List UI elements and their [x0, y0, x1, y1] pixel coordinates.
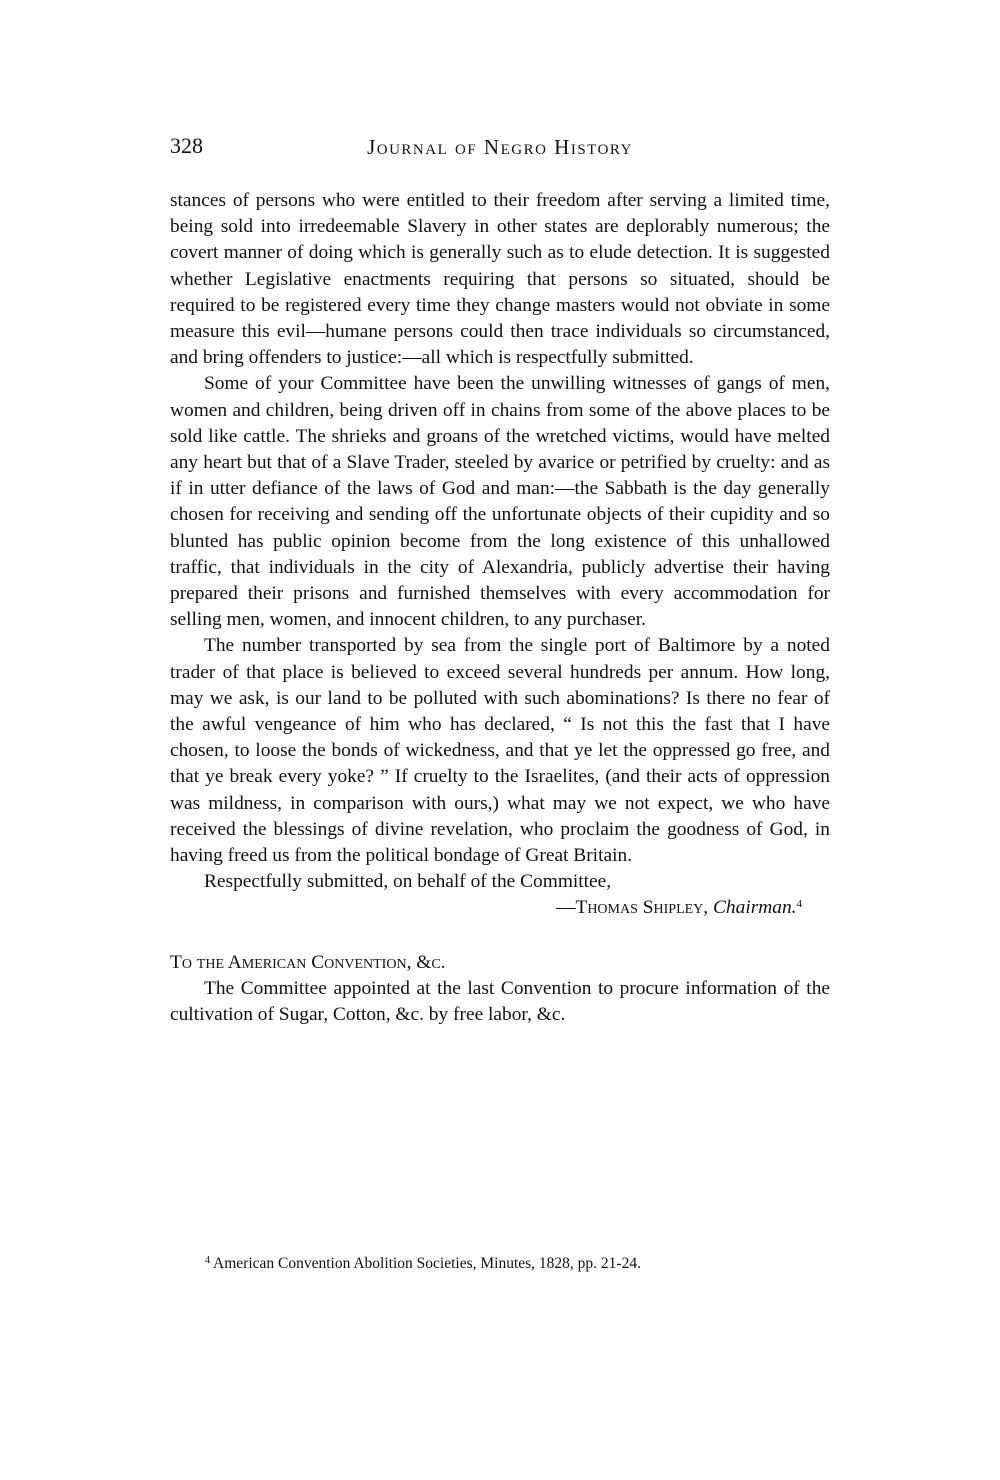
- running-title: Journal of Negro History: [367, 135, 633, 159]
- page-header: [170, 133, 830, 163]
- paragraph-committee-witnesses: Some of your Committee have been the unwilling witnesses of gangs of men, women and children, being driven off in chains from some of the above places to be sold like cattle. The shrieks and groans of the wretched victims, would have melted any heart but that of a Slave Trader, steeled by avarice or petrified by cruelty: and as if in utter defiance of the laws of God and man:—the Sabbath is the day generally chosen for receiving and sending off the unfortunate objects of their cupidity and so blunted has public opinion become from the long existence of this unhallowed traffic, that individuals in the city of Alexandria, publicly advertise their having prepared their prisons and furnished themselves with every accommodation for selling men, women, and innocent children, to any purchaser.: [170, 373, 830, 631]
- address-line: To the American Convention, &c.: [170, 951, 446, 973]
- paragraph-respectfully-submitted: Respectfully submitted, on behalf of the Committee,: [204, 871, 612, 893]
- footnote-marker: 4: [205, 1255, 210, 1266]
- body-text: [170, 188, 830, 1028]
- signature-dash: —: [556, 897, 576, 919]
- signature-line: [170, 895, 830, 921]
- paragraph-continuation: stances of persons who were entitled to their freedom after serving a limited time, being sold into irredeemable Slavery in other states are deplorably numerous; the covert manner of doing which is generally such as to elude detection. It is suggested whether Legislative enactments requiring that persons so situated, should be required to be registered every time they change masters would not obviate in some measure this evil—humane persons could then trace individuals so circumstanced, and bring offenders to justice:—all which is respectfully submitted.: [170, 190, 830, 369]
- page-number: 328: [170, 133, 203, 158]
- signature-name: Thomas Shipley,: [575, 897, 709, 919]
- footnote-reference: 4: [796, 898, 802, 911]
- paragraph-committee-appointed: The Committee appointed at the last Convention to procure information of the cultivation of Sugar, Cotton, &c. by free labor, &c.: [170, 977, 830, 1026]
- footnote-text: American Convention Abolition Societies, Minutes, 1828, pp. 21-24.: [213, 1255, 641, 1272]
- signature-title: Chairman.: [713, 897, 797, 919]
- section-spacer: [170, 922, 830, 950]
- footnote: [205, 1254, 830, 1274]
- paragraph-baltimore-trade: The number transported by sea from the single port of Baltimore by a noted trader of that place is believed to exceed several hundreds per annum. How long, may we ask, is our land to be polluted with such abominations? Is there no fear of the awful vengeance of him who has declared, “ Is not this the fast that I have chosen, to loose the bonds of wickedness, and that ye let the oppressed go free, and that ye break every yoke? ” If cruelty to the Israelites, (and their acts of oppression was mildness, in comparison with ours,) what may we not expect, we who have received the blessings of divine revelation, who proclaim the goodness of God, in having freed us from the political bondage of Great Britain.: [170, 635, 830, 867]
